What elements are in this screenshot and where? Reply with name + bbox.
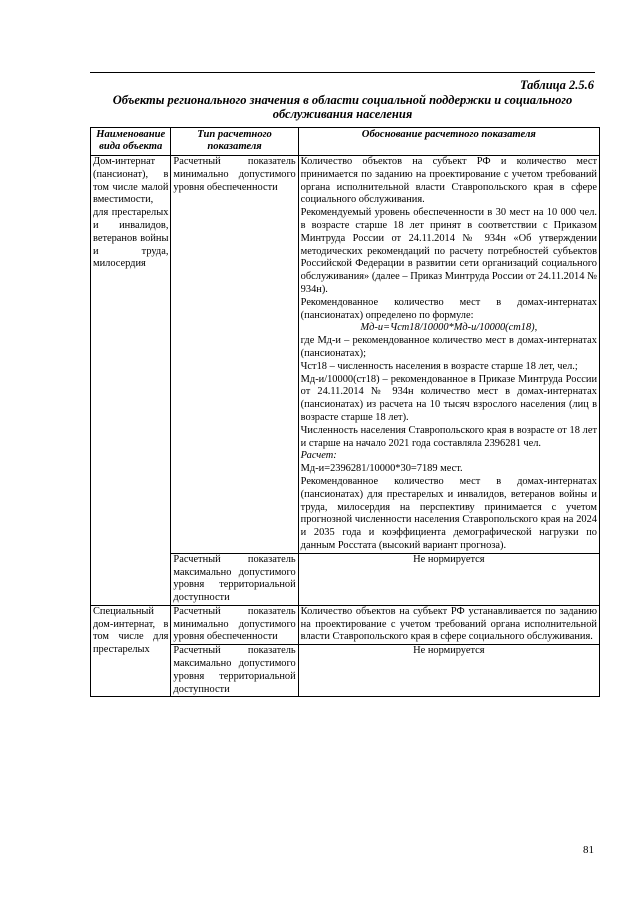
justification-cell: Не нормируется: [298, 645, 599, 697]
object-name: Специальный дом-интернат, в том числе для престарелых: [91, 605, 171, 697]
justification-paragraph: Рекомендованное количество мест в домах-интернатах (пансионатах) для престарелых и инвалидов, ветеранов войны и труда, милосердия на перспективу принимается с учетом прогнозной численности населения Ставропольского края на 2024 и 2035 года и коэффициента демографической нагрузки по данным Росстата (высокий вариант прогноза).: [300, 475, 597, 551]
justification-paragraph: Количество объектов на субъект РФ и количество мест принимается по заданию на проектирование с учетом требований органа исполнительной власти Ставропольского края в сфере социального обслуживания.: [300, 156, 597, 206]
table-number: Таблица 2.5.6: [519, 78, 594, 92]
formula-definition: где Mд-и – рекомендованное количество мест в домах-интернатах (пансионатах);: [300, 335, 597, 359]
justification-cell: [298, 156, 599, 554]
page-number: 81: [583, 844, 594, 856]
table-row: [91, 156, 600, 554]
indicator-type: Расчетный показатель максимально допустимого уровня территориальной доступности: [171, 645, 298, 697]
table-title: Объекты регионального значения в области социальной поддержки и социального обслуживания населения: [112, 93, 573, 121]
justification-cell: Количество объектов на субъект РФ устанавливается по заданию на проектирование с учетом требований органа исполнительной власти Ставропольского края в сфере социального обслуживания.: [298, 605, 599, 644]
formula: Mд-и=Чст18/10000*Mд-и/10000(ст18),: [360, 322, 538, 334]
justification-paragraph: Численность населения Ставропольского края в возрасте от 18 лет и старше на начало 2021 года составляла 2396281 чел.: [300, 424, 597, 449]
header-object-name: Наименование вида объекта: [91, 128, 171, 156]
indicator-type: Расчетный показатель минимально допустимого уровня обеспеченности: [171, 605, 298, 644]
calculation: Mд-и=2396281/10000*30=7189 мест.: [300, 463, 463, 475]
top-rule: [90, 72, 595, 73]
justification-paragraph: Рекомендуемый уровень обеспеченности в 30 мест на 10 000 чел. в возрасте старше 18 лет принят в соответствии с Приказом Минтруда России от 24.11.2014 № 934н «Об утверждении методических рекомендаций по расчету потребностей субъектов Российской Федерации в развитии сети организаций социального обслуживания» (далее – Приказ Минтруда России от 24.11.2014 № 934н).: [300, 207, 597, 295]
justification-paragraph: Рекомендованное количество мест в домах-интернатах (пансионатах) определено по формуле:: [300, 296, 597, 321]
header-justification: Обоснование расчетного показателя: [298, 128, 599, 156]
table-row: [91, 605, 600, 644]
indicator-type: Расчетный показатель максимально допустимого уровня территориальной доступности: [171, 553, 298, 605]
formula-definition: Чст18 – численность населения в возрасте старше 18 лет, чел.;: [300, 360, 578, 372]
table-header-row: [91, 128, 600, 156]
formula-definition: Mд-и/10000(ст18) – рекомендованное в Приказе Минтруда России от 24.11.2014 № 934н количество мест в домах-интернатах (пансионатах) из расчета на 10 тысяч взрослого населения (лиц в возрасте старше 18 лет).: [300, 373, 597, 423]
object-name: Дом-интернат (пансионат), в том числе малой вместимости, для престарелых и инвалидов, ветеранов войны и труда, милосердия: [91, 156, 171, 606]
calculation-label: Расчет:: [300, 450, 337, 462]
justification-cell: Не нормируется: [298, 553, 599, 605]
objects-table: [90, 127, 600, 697]
header-indicator-type: Тип расчетного показателя: [171, 128, 298, 156]
indicator-type: Расчетный показатель минимально допустимого уровня обеспеченности: [171, 156, 298, 554]
